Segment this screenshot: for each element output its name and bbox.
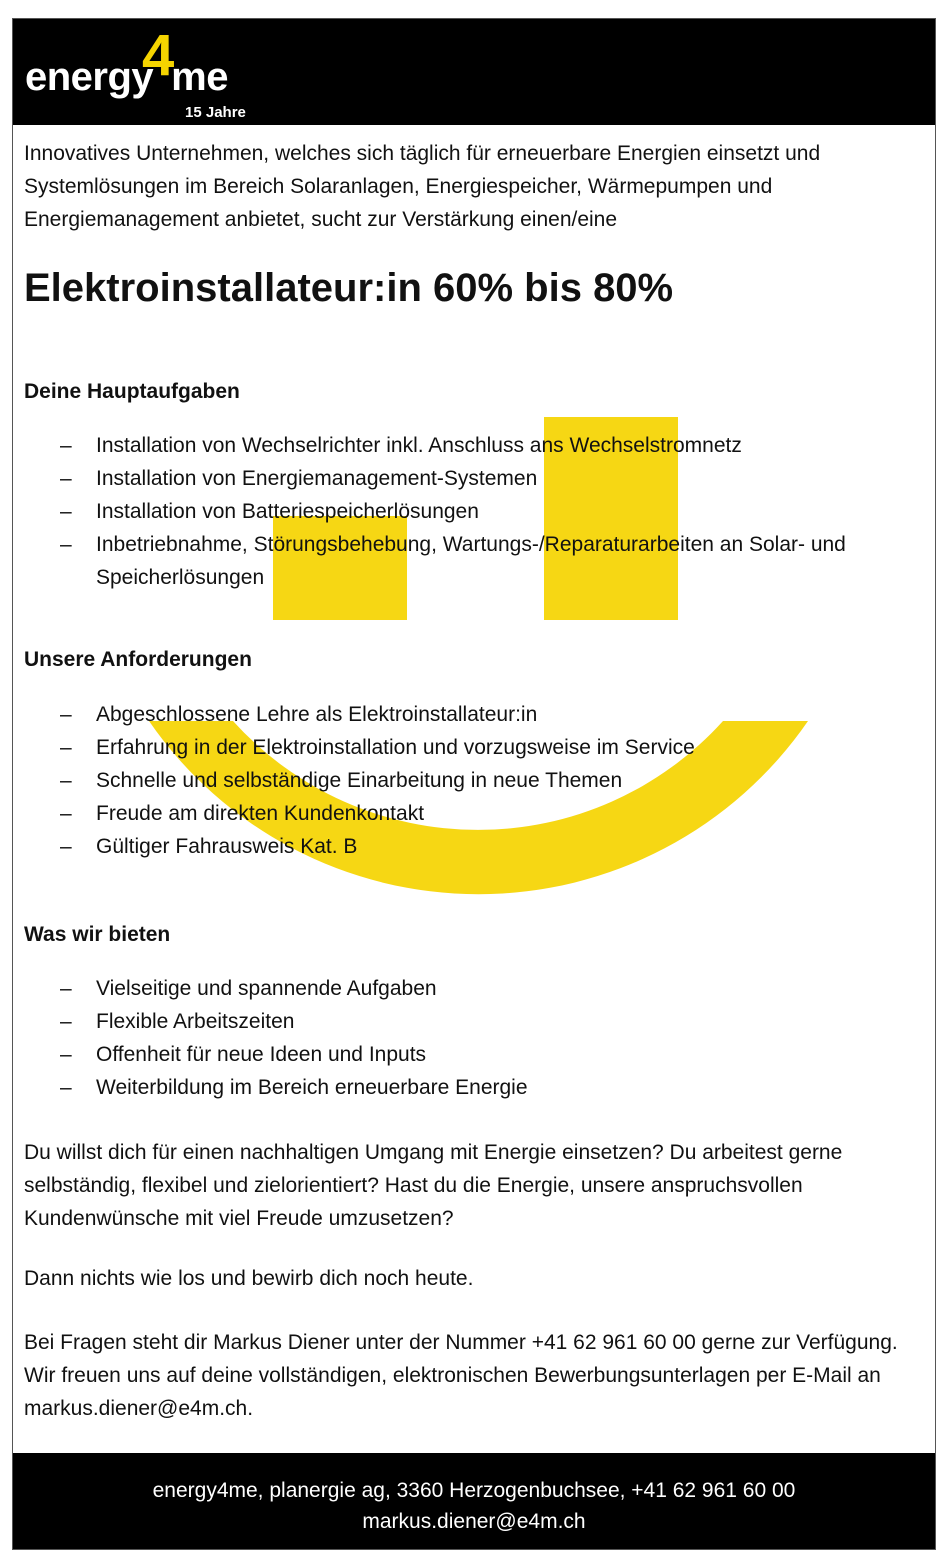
list-item: – Inbetriebnahme, Störungsbehebung, Wartungs-/Reparaturarbeiten an Solar- und Speicherlösungen (24, 528, 914, 594)
contact-paragraph: Bei Fragen steht dir Markus Diener unter der Nummer +41 62 961 60 00 gerne zur Verfügung. Wir freuen uns auf deine vollständigen, elektronischen Bewerbungsunterlagen per E-Mail an markus.diener@e4m.ch. (24, 1331, 898, 1420)
dash-bullet: – (60, 977, 72, 1000)
dash-bullet: – (60, 703, 72, 726)
intro-text: Innovatives Unternehmen, welches sich täglich für erneuerbare Energien einsetzt und Systemlösungen im Bereich Solaranlagen, Energiespeicher, Wärmepumpen und Energiemanagement anbietet, sucht zur Verstärkung einen/eine (24, 142, 821, 231)
footer-address: energy4me, planergie ag, 3360 Herzogenbuchsee, +41 62 961 60 00 (152, 1479, 796, 1502)
dash-bullet: – (60, 736, 72, 759)
job-ad-page (12, 18, 936, 1550)
logo-digit: 4 (142, 23, 175, 88)
call-to-action-paragraph: Dann nichts wie los und bewirb dich noch heute. (24, 1267, 474, 1290)
footer-email: markus.diener@e4m.ch (362, 1510, 586, 1533)
list-item: – Installation von Energiemanagement-Systemen (24, 462, 914, 495)
section-title-requirements: Unsere Anforderungen (24, 648, 252, 671)
list-item: – Erfahrung in der Elektroinstallation und vorzugsweise im Service (24, 731, 914, 764)
motivation-paragraph: Du willst dich für einen nachhaltigen Umgang mit Energie einsetzen? Du arbeitest gerne selbständig, flexibel und zielorientiert? Hast du die Energie, unsere anspruchsvollen Kundenwünsche mit viel Freude umzusetzen? (24, 1141, 843, 1230)
logo-wordmark: energy me (25, 55, 228, 99)
job-title: Elektroinstallateur:in 60% bis 80% (24, 266, 674, 310)
list-item: – Schnelle und selbständige Einarbeitung in neue Themen (24, 764, 914, 797)
section-title-benefits: Was wir bieten (24, 923, 171, 946)
dash-bullet: – (60, 835, 72, 858)
dash-bullet: – (60, 802, 72, 825)
dash-bullet: – (60, 500, 72, 523)
list-item: – Installation von Wechselrichter inkl. Anschluss ans Wechselstromnetz (24, 429, 914, 462)
requirements-list (24, 698, 914, 863)
list-item: – Vielseitige und spannende Aufgaben (24, 972, 914, 1005)
dash-bullet: – (60, 769, 72, 792)
dash-bullet: – (60, 434, 72, 457)
dash-bullet: – (60, 1076, 72, 1099)
list-item: – Abgeschlossene Lehre als Elektroinstallateur:in (24, 698, 914, 731)
dash-bullet: – (60, 1043, 72, 1066)
section-title-tasks: Deine Hauptaufgaben (24, 380, 240, 403)
list-item: – Freude am direkten Kundenkontakt (24, 797, 914, 830)
dash-bullet: – (60, 467, 72, 490)
header-bar (13, 19, 935, 125)
list-item: – Flexible Arbeitszeiten (24, 1005, 914, 1038)
list-item: – Offenheit für neue Ideen und Inputs (24, 1038, 914, 1071)
dash-bullet: – (60, 1010, 72, 1033)
list-item: – Installation von Batteriespeicherlösungen (24, 495, 914, 528)
benefits-list (24, 972, 914, 1104)
logo-jubilee-label: 15 Jahre (185, 104, 246, 121)
dash-bullet: – (60, 533, 72, 556)
tasks-list (24, 429, 914, 594)
company-logo (25, 19, 265, 125)
list-item: – Weiterbildung im Bereich erneuerbare Energie (24, 1071, 914, 1104)
footer-bar (13, 1453, 935, 1549)
list-item: – Gültiger Fahrausweis Kat. B (24, 830, 914, 863)
